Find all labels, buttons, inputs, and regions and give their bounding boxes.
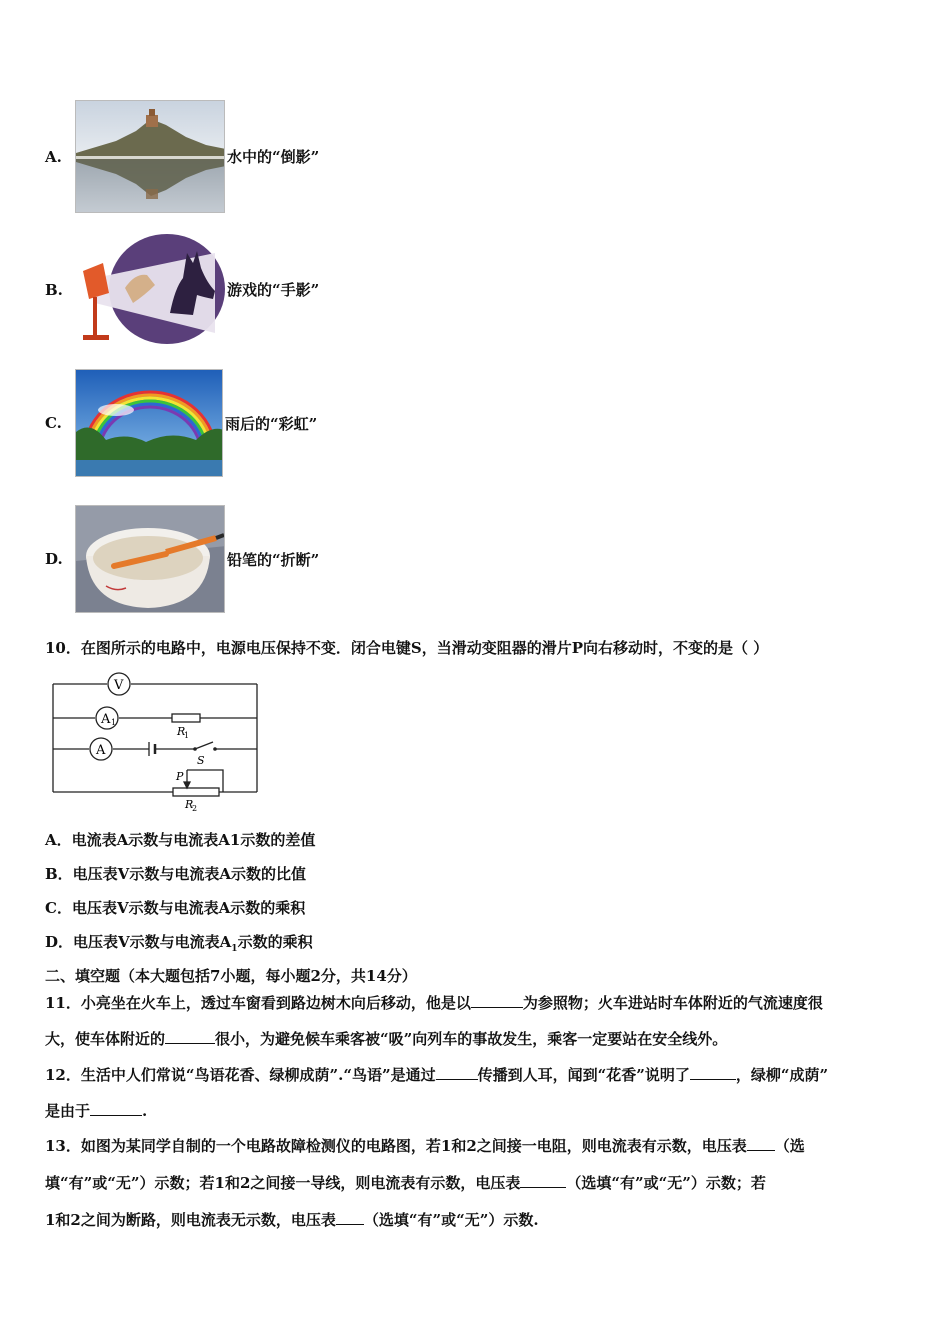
answer-blank[interactable] — [436, 1065, 478, 1080]
q10-option-d-prefix: D．电压表V示数与电流表A — [45, 933, 232, 951]
option-letter: D. — [45, 550, 63, 568]
q10-option-b: B．电压表V示数与电流表A示数的比值 — [45, 865, 306, 883]
q13-text: （选 — [774, 1137, 805, 1155]
q11-text: 11．小亮坐在火车上，透过车窗看到路边树木向后移动，他是以 — [45, 994, 471, 1012]
ammeter1-subscript: 1 — [111, 718, 117, 727]
option-text: 游戏的“手影” — [227, 281, 320, 299]
q13-line1 — [45, 1135, 805, 1156]
answer-blank[interactable] — [690, 1065, 736, 1080]
section2-heading: 二、填空题（本大题包括7小题，每小题2分，共14分） — [45, 967, 417, 985]
q10-option-d-subscript: 1 — [231, 944, 238, 954]
option-d-row — [45, 505, 319, 613]
q13-line3 — [45, 1209, 539, 1230]
slider-label: P — [176, 770, 184, 783]
q12-text: 12．生活中人们常说“鸟语花香、绿柳成荫”.“鸟语”是通过 — [45, 1066, 436, 1084]
switch-label: S — [197, 754, 205, 767]
lake-reflection-image — [75, 100, 225, 213]
pencil-in-bowl-image — [75, 505, 225, 613]
option-letter: C. — [45, 414, 62, 432]
voltmeter-label: V — [114, 678, 124, 693]
q10-option-d — [45, 931, 313, 954]
q11-text: 大，使车体附近的 — [45, 1030, 166, 1048]
q12-text: 是由于 — [45, 1102, 91, 1120]
ammeter-label: A — [96, 743, 106, 758]
rainbow-image — [75, 369, 223, 477]
option-b-row — [45, 233, 319, 346]
answer-blank[interactable] — [336, 1210, 364, 1225]
r1-label: R — [177, 725, 186, 738]
option-c-row — [45, 369, 317, 477]
circuit-diagram — [45, 672, 265, 821]
q13-text: （选填“有”或“无”）示数. — [363, 1211, 539, 1229]
q11-text: 为参照物；火车进站时车体附近的气流速度很 — [522, 994, 823, 1012]
option-text: 铅笔的“折断” — [227, 550, 320, 569]
q12-text: ，绿柳“成荫” — [735, 1066, 829, 1084]
q12-text: . — [142, 1102, 148, 1120]
q13-text: （选填“有”或“无”）示数；若 — [566, 1174, 766, 1192]
q10-option-d-suffix: 示数的乘积 — [237, 933, 313, 951]
q13-text: 填“有”或“无”）示数；若1和2之间接一导线，则电流表有示数，电压表 — [45, 1174, 521, 1192]
q12-line2 — [45, 1100, 147, 1121]
q10-stem: 10．在图所示的电路中，电源电压保持不变．闭合电键S，当滑动变阻器的滑片P向右移动时，不变的是（ ） — [45, 639, 769, 657]
r1-subscript: 1 — [184, 731, 190, 740]
q13-text: 1和2之间为断路，则电流表无示数，电压表 — [45, 1211, 336, 1229]
ammeter1-label: A — [101, 712, 111, 727]
q11-line1 — [45, 992, 823, 1013]
q11-line2 — [45, 1028, 727, 1049]
q13-text: 13．如图为某同学自制的一个电路故障检测仪的电路图，若1和2之间接一电阻，则电流表有示数，电压表 — [45, 1137, 747, 1155]
answer-blank[interactable] — [471, 993, 523, 1008]
answer-blank[interactable] — [520, 1173, 566, 1188]
q12-line1 — [45, 1064, 828, 1085]
option-letter: A. — [45, 147, 62, 166]
r2-label: R — [185, 798, 194, 811]
q11-text: 很小，为避免候车乘客被“吸”向列车的事故发生，乘客一定要站在安全线外。 — [215, 1030, 728, 1048]
q13-line2 — [45, 1172, 766, 1193]
q12-text: 传播到人耳，闻到“花香”说明了 — [477, 1066, 690, 1084]
option-text: 水中的“倒影” — [227, 148, 320, 166]
answer-blank[interactable] — [747, 1136, 775, 1151]
option-a-row — [45, 100, 319, 213]
hand-shadow-image — [75, 233, 225, 346]
answer-blank[interactable] — [165, 1029, 215, 1044]
answer-blank[interactable] — [90, 1101, 142, 1116]
q10-option-c: C．电压表V示数与电流表A示数的乘积 — [45, 899, 306, 917]
option-text: 雨后的“彩虹” — [225, 414, 318, 433]
q10-option-a: A．电流表A示数与电流表A1示数的差值 — [45, 831, 316, 849]
option-letter: B. — [45, 280, 63, 299]
r2-subscript: 2 — [192, 804, 198, 813]
